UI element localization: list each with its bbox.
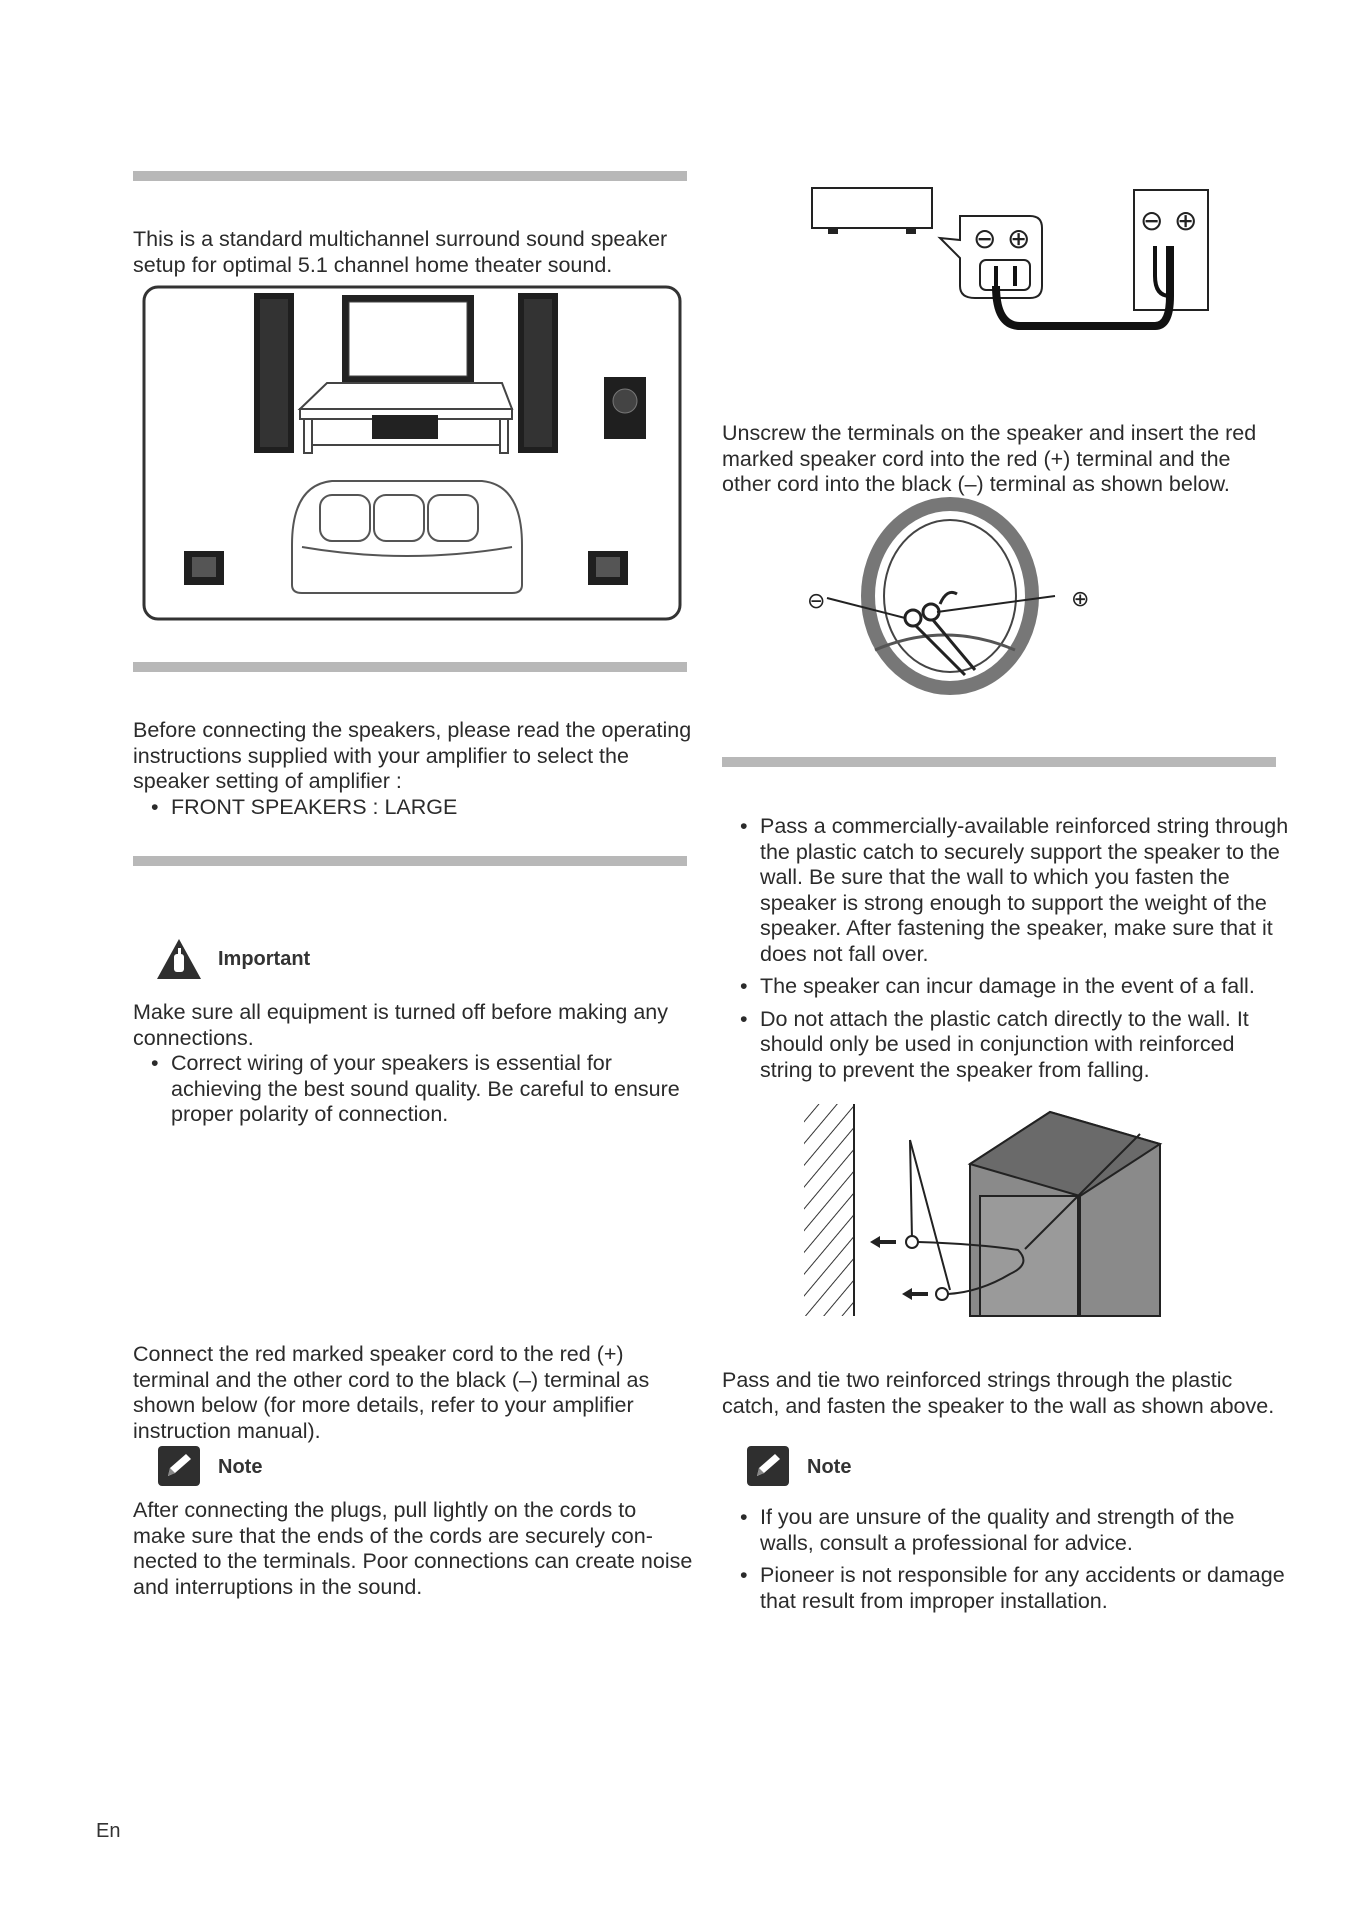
wall-mount-block — [722, 814, 1290, 1090]
section-divider — [133, 856, 687, 866]
important-text: Make sure all equipment is turned off before making any connections. — [133, 1000, 669, 1050]
spk-plus-symbol: ⊕ — [1174, 204, 1198, 237]
section-divider — [722, 757, 1276, 767]
note-label: Note — [218, 1456, 263, 1478]
right-note-bullet: • If you are unsure of the quality and strength of the walls, consult a professional for advice. — [722, 1505, 1290, 1556]
section-divider — [133, 171, 687, 181]
tie-text: Pass and tie two reinforced strings through the plastic catch, and fasten the speaker to the wall as shown above. — [722, 1368, 1275, 1418]
wall-mount-illustration — [800, 1104, 1190, 1319]
important-block — [133, 1000, 693, 1128]
speaker-terminal-closeup — [805, 500, 1095, 695]
amp-setting-block — [133, 718, 693, 820]
connect-text: Connect the red marked speaker cord to the red (+) terminal and the other cord to the black (–) terminal as shown below (for more details, refer to your amplifier instruction manual). — [133, 1342, 650, 1443]
pencil-note-icon — [158, 1446, 200, 1486]
page-language-label: En — [96, 1820, 121, 1842]
pencil-note-icon — [747, 1446, 789, 1486]
wall-mount-bullet: • The speaker can incur damage in the event of a fall. — [722, 974, 1290, 1000]
wall-mount-bullet: • Do not attach the plastic catch directly to the wall. It should only be used in conjunction with reinforced string to prevent the speaker from falling. — [722, 1007, 1290, 1084]
unscrew-block — [722, 421, 1282, 498]
home-theater-illustration — [142, 285, 682, 621]
note-label: Note — [807, 1456, 852, 1478]
important-bullet: • Correct wiring of your speakers is essential for achieving the best sound quality. Be careful to ensure proper polarity of connection. — [133, 1051, 693, 1128]
terminal-connection-diagram — [810, 186, 1240, 336]
amp-plus-symbol: ⊕ — [1007, 222, 1031, 255]
right-note-block — [722, 1505, 1290, 1621]
unscrew-text: Unscrew the terminals on the speaker and insert the red marked speaker cord into the red (+) terminal and the other cord into the black (–) terminal as shown below. — [722, 421, 1257, 496]
amp-setting-text: Before connecting the speakers, please read the operating instructions supplied with your amplifier to select the speaker setting of amplifier : — [133, 718, 692, 793]
spk-minus-symbol: ⊖ — [1140, 204, 1164, 237]
amp-setting-bullet: • FRONT SPEAKERS : LARGE — [133, 795, 693, 821]
section-divider — [133, 662, 687, 672]
connect-block — [133, 1342, 693, 1444]
intro-paragraph — [133, 227, 693, 278]
tie-block — [722, 1368, 1292, 1419]
left-note-block — [133, 1498, 693, 1600]
amp-minus-symbol: ⊖ — [973, 222, 997, 255]
intro-text: This is a standard multichannel surround sound speaker setup for optimal 5.1 channel home theater sound. — [133, 227, 668, 277]
right-note-bullet: • Pioneer is not responsible for any accidents or damage that result from improper installation. — [722, 1563, 1290, 1614]
left-note-text: After connecting the plugs, pull lightly on the cords to make sure that the ends of the cords are securely con-nected to the terminals. Poor connections can create noise and interruptions in the sound. — [133, 1498, 693, 1599]
warning-hand-icon — [156, 938, 202, 980]
important-label: Important — [218, 948, 311, 970]
closeup-plus-symbol: ⊕ — [1071, 587, 1090, 612]
closeup-minus-symbol: ⊖ — [807, 589, 826, 614]
wall-mount-bullet: • Pass a commercially-available reinforced string through the plastic catch to securely support the speaker to the wall. Be sure that the wall to which you fasten the speaker is strong enough to support the weight of the speaker. After fastening the speaker, make sure that it does not fall over. — [722, 814, 1290, 967]
